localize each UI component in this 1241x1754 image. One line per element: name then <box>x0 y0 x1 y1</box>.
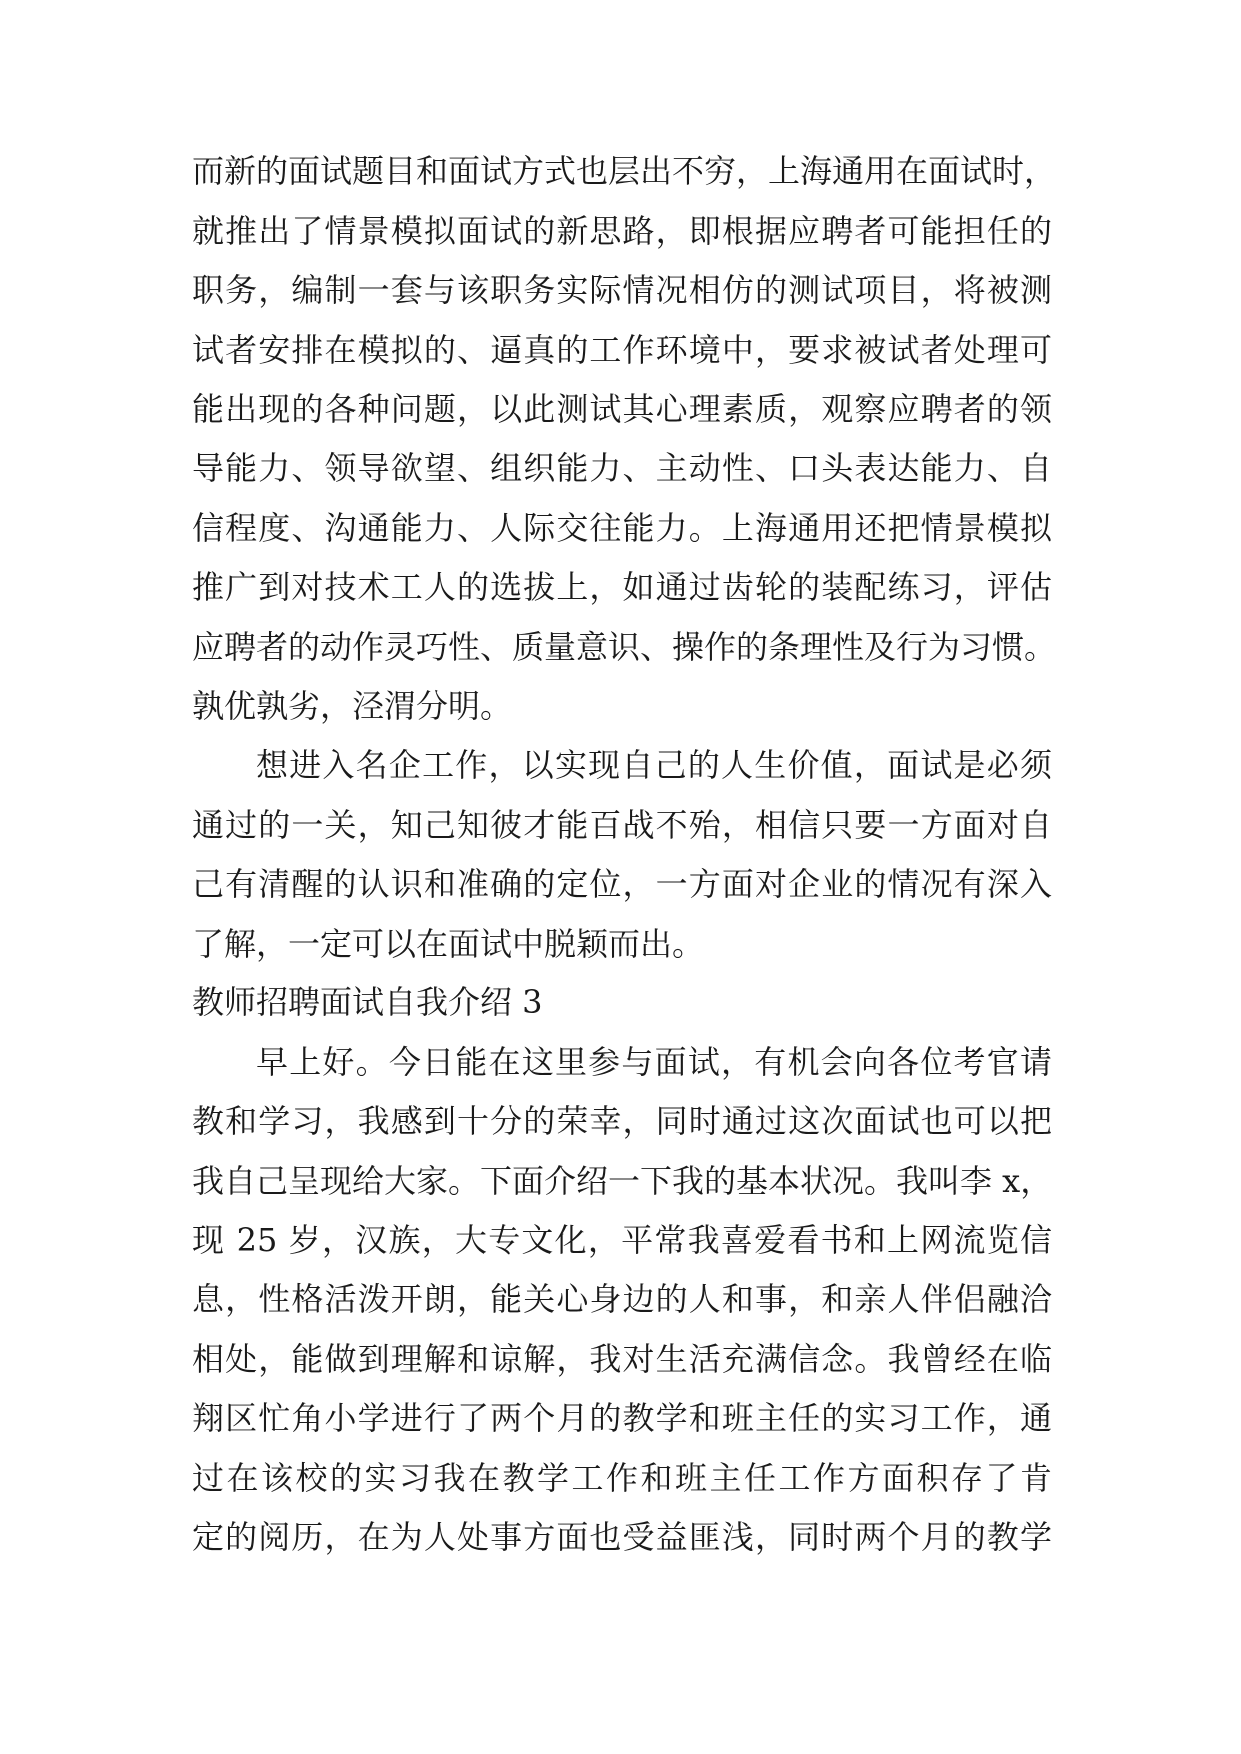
paragraph-line: 定的阅历，在为人处事方面也受益匪浅，同时两个月的教学 <box>192 1518 1052 1556</box>
paragraph-line: 信程度、沟通能力、人际交往能力。上海通用还把情景模拟 <box>192 509 1052 547</box>
paragraph-line: 导能力、领导欲望、组织能力、主动性、口头表达能力、自 <box>192 449 1052 487</box>
paragraph-line: 现 25 岁，汉族，大专文化，平常我喜爱看书和上网流览信 <box>192 1221 1052 1259</box>
paragraph-line: 应聘者的动作灵巧性、质量意识、操作的条理性及行为习惯。 <box>192 628 1057 666</box>
paragraph-line: 孰优孰劣，泾渭分明。 <box>192 687 513 725</box>
paragraph-line: 翔区忙角小学进行了两个月的教学和班主任的实习工作，通 <box>192 1399 1052 1437</box>
paragraph-line: 推广到对技术工人的选拔上，如通过齿轮的装配练习，评估 <box>192 568 1052 606</box>
paragraph-line: 能出现的各种问题，以此测试其心理素质，观察应聘者的领 <box>192 390 1052 428</box>
paragraph-line: 了解，一定可以在面试中脱颖而出。 <box>192 925 705 963</box>
paragraph-line: 职务，编制一套与该职务实际情况相仿的测试项目，将被测 <box>192 271 1052 309</box>
paragraph-line: 就推出了情景模拟面试的新思路，即根据应聘者可能担任的 <box>192 212 1052 250</box>
paragraph-line: 试者安排在模拟的、逼真的工作环境中，要求被试者处理可 <box>192 331 1052 369</box>
paragraph-line: 而新的面试题目和面试方式也层出不穷，上海通用在面试时， <box>192 152 1057 190</box>
paragraph-line: 早上好。今日能在这里参与面试，有机会向各位考官请 <box>256 1043 1052 1081</box>
section-heading: 教师招聘面试自我介绍 3 <box>192 983 543 1021</box>
paragraph-line: 己有清醒的认识和准确的定位，一方面对企业的情况有深入 <box>192 865 1052 903</box>
paragraph-line: 通过的一关，知己知彼才能百战不殆，相信只要一方面对自 <box>192 806 1052 844</box>
paragraph-line: 教和学习，我感到十分的荣幸，同时通过这次面试也可以把 <box>192 1102 1052 1140</box>
paragraph-line: 相处，能做到理解和谅解，我对生活充满信念。我曾经在临 <box>192 1340 1052 1378</box>
paragraph-line: 想进入名企工作，以实现自己的人生价值，面试是必须 <box>256 746 1052 784</box>
paragraph-line: 息，性格活泼开朗，能关心身边的人和事，和亲人伴侣融洽 <box>192 1280 1052 1318</box>
paragraph-line: 过在该校的实习我在教学工作和班主任工作方面积存了肯 <box>192 1459 1052 1497</box>
paragraph-line: 我自己呈现给大家。下面介绍一下我的基本状况。我叫李 x， <box>192 1162 1053 1200</box>
